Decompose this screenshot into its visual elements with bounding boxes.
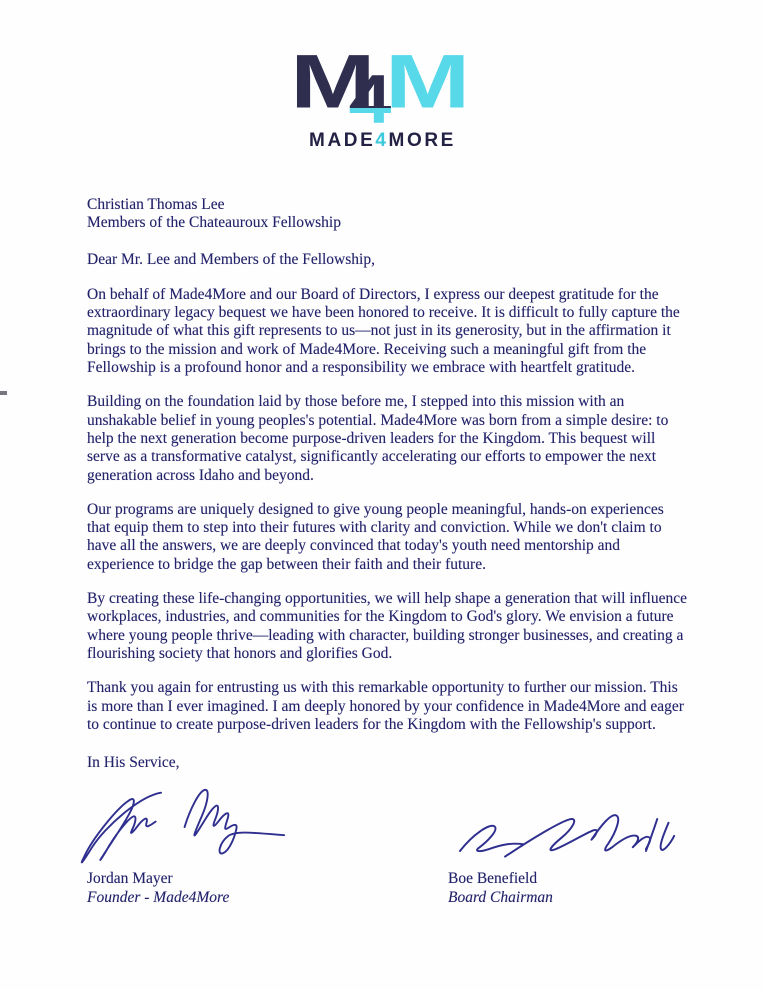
- signature-row: [87, 780, 765, 907]
- paragraph-5: Thank you again for entrusting us with this remarkable opportunity to further our mission. This is more than I ever imagined. I am deeply honored by your confidence in Made4More and eager to continue to create purpose-driven leaders for the Kingdom with the Fellowship's support.: [87, 679, 684, 733]
- paragraph-2: Building on the foundation laid by those before me, I stepped into this mission with an unshakable belief in young peoples's potential. Made4More was born from a simple desire: to help the next generation become purpose-driven leaders for the Kingdom. This bequest will serve as a transformative catalyst, significantly accelerating our efforts to empower the next generation across Idaho and beyond.: [87, 393, 669, 484]
- wordmark-four: 4: [375, 130, 389, 151]
- signer-name-chairman: Boe Benefield: [448, 870, 538, 888]
- made4more-wordmark: [309, 130, 456, 152]
- m4m-logo-icon: [290, 50, 476, 128]
- jordan-mayer-signature-icon: [63, 780, 298, 866]
- recipient-org: Members of the Chateauroux Fellowship: [87, 214, 341, 232]
- salutation: Dear Mr. Lee and Members of the Fellowship,: [87, 250, 375, 268]
- signature-block-founder: [87, 780, 442, 907]
- logo-four: 4: [348, 60, 391, 128]
- recipient-name: Christian Thomas Lee: [87, 196, 225, 213]
- made4more-logo: [0, 0, 765, 152]
- paragraph-4: By creating these life-changing opportunities, we will help shape a generation that will influence workplaces, industries, and communities for the Kingdom to God's glory. We envision a future where young people thrive—leading with character, building stronger businesses, and creating a flourishing society that honors and glorifies God.: [87, 590, 688, 662]
- signer-name-founder: Jordan Mayer: [87, 870, 173, 888]
- paragraph-3: Our programs are uniquely designed to give young people meaningful, hands-on experiences that equip them to step into their futures with clarity and conviction. While we don't claim to have all the answers, we are deeply convinced that today's youth need mentorship and experience to bridge the gap between their faith and their future.: [87, 500, 664, 573]
- paragraph-1: On behalf of Made4More and our Board of Directors, I express our deepest gratitude for the extraordinary legacy bequest we have been honored to receive. It is difficult to fully capture the magnitude of what this gift represents to us—not just in its generosity, but in the affirmation it brings to the mission and work of Made4More. Receiving such a meaningful gift from the Fellowship is a profound honor and a responsibility we embrace with heartfelt gratitude.: [87, 285, 680, 377]
- logo-m1: M: [289, 50, 376, 125]
- wordmark-made: MADE: [309, 130, 376, 151]
- signature-block-chairman: [448, 780, 688, 907]
- wordmark-more: MORE: [388, 130, 456, 151]
- boe-benefield-signature-icon: [448, 804, 688, 866]
- scan-artifact: [0, 391, 7, 395]
- logo-m2: M: [384, 50, 470, 125]
- signer-title-chairman: Board Chairman: [448, 889, 553, 907]
- closing-line: In His Service,: [87, 754, 180, 772]
- recipient-block: [87, 196, 688, 233]
- signer-title-founder: Founder - Made4More: [87, 889, 230, 907]
- letter-body: [87, 196, 688, 772]
